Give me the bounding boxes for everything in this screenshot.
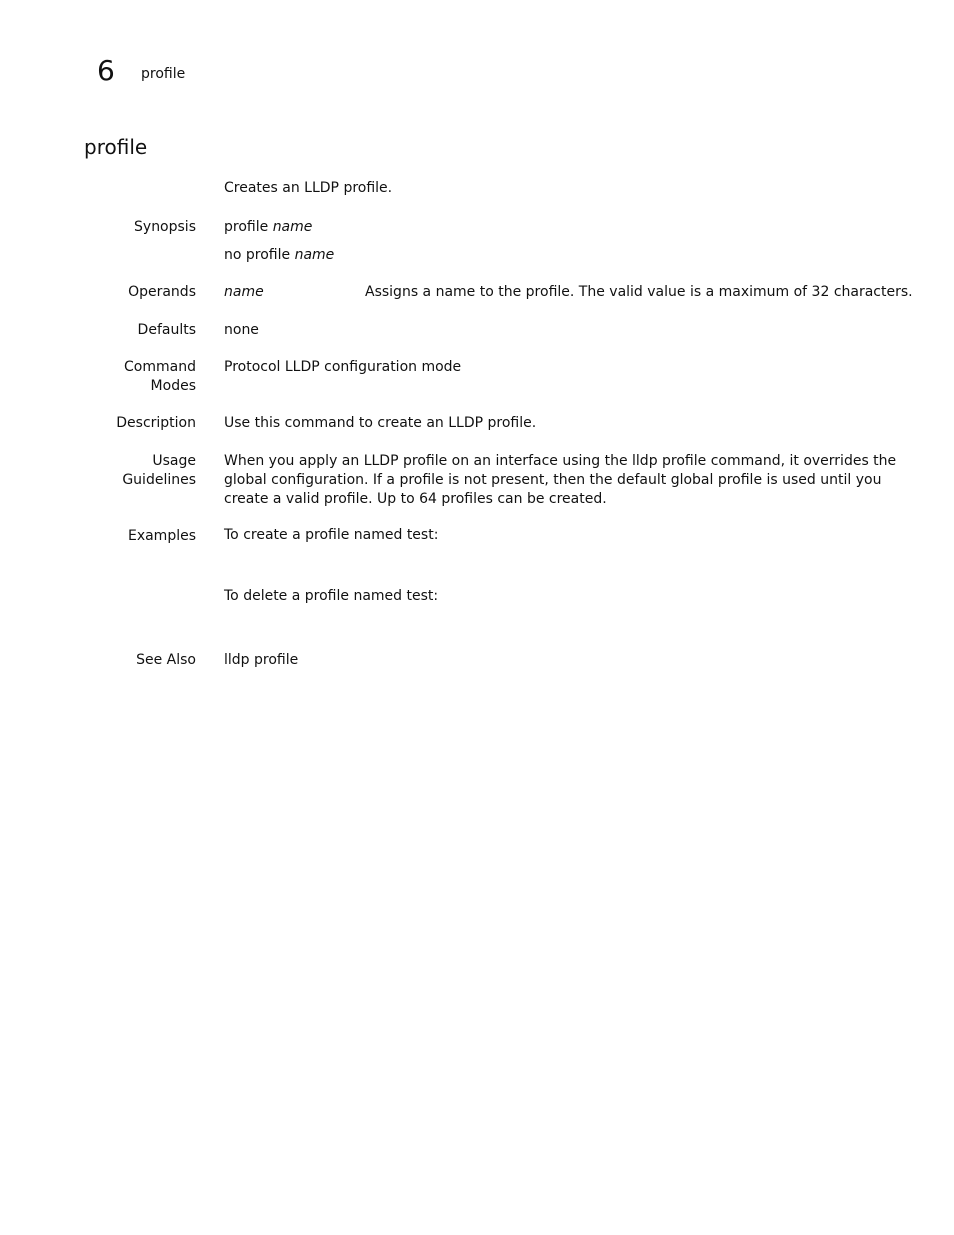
command-modes-label [124, 358, 196, 396]
usage-guidelines-text [224, 452, 896, 509]
command-modes-text: Protocol LLDP configuration mode [224, 359, 462, 375]
description-text: Use this command to create an LLDP profile. [224, 415, 537, 431]
synopsis-line-2 [224, 246, 334, 265]
synopsis-no-command: no profile [224, 247, 291, 263]
see-also-label: See Also [136, 652, 196, 668]
usage-line1-pre: When you apply an LLDP profile on an interface using the [224, 453, 633, 469]
examples-label: Examples [127, 528, 196, 544]
example-create-text: To create a profile named test: [224, 527, 439, 543]
command-summary: Creates an LLDP profile. [224, 180, 393, 196]
usage-guidelines-label-line-1: Usage [152, 453, 196, 469]
example-delete-text: To delete a profile named test: [224, 588, 439, 604]
usage-guidelines-line-3: create a valid profile. Up to 64 profiles can be created. [224, 491, 607, 507]
chapter-number: 6 [97, 54, 115, 87]
synopsis-command: profile [224, 219, 269, 235]
see-also-link-lldp-profile[interactable]: lldp profile [224, 652, 299, 668]
defaults-label: Defaults [137, 322, 196, 338]
usage-lldp-profile-command: lldp profile [632, 453, 707, 469]
usage-guidelines-label [122, 452, 196, 490]
defaults-text: none [224, 322, 259, 338]
usage-guidelines-line-2: global configuration. If a profile is not present, then the default global profile is used until you [224, 472, 882, 488]
synopsis-label: Synopsis [134, 219, 196, 235]
operands-label: Operands [128, 284, 196, 300]
usage-line1-post: command, it overrides the [706, 453, 897, 469]
usage-guidelines-line-1 [224, 452, 896, 471]
synopsis-argument: name [272, 219, 313, 235]
running-head: profile [141, 66, 186, 82]
synopsis-no-argument: name [294, 247, 335, 263]
command-modes-label-line-2: Modes [150, 378, 196, 394]
operand-description: Assigns a name to the profile. The valid value is a maximum of 32 characters. [365, 284, 913, 300]
description-label: Description [116, 415, 196, 431]
page-title: profile [84, 135, 148, 159]
usage-guidelines-label-line-2: Guidelines [122, 472, 196, 488]
operand-name: name [224, 284, 264, 300]
command-modes-label-line-1: Command [124, 359, 196, 375]
synopsis-line-1 [224, 218, 312, 237]
